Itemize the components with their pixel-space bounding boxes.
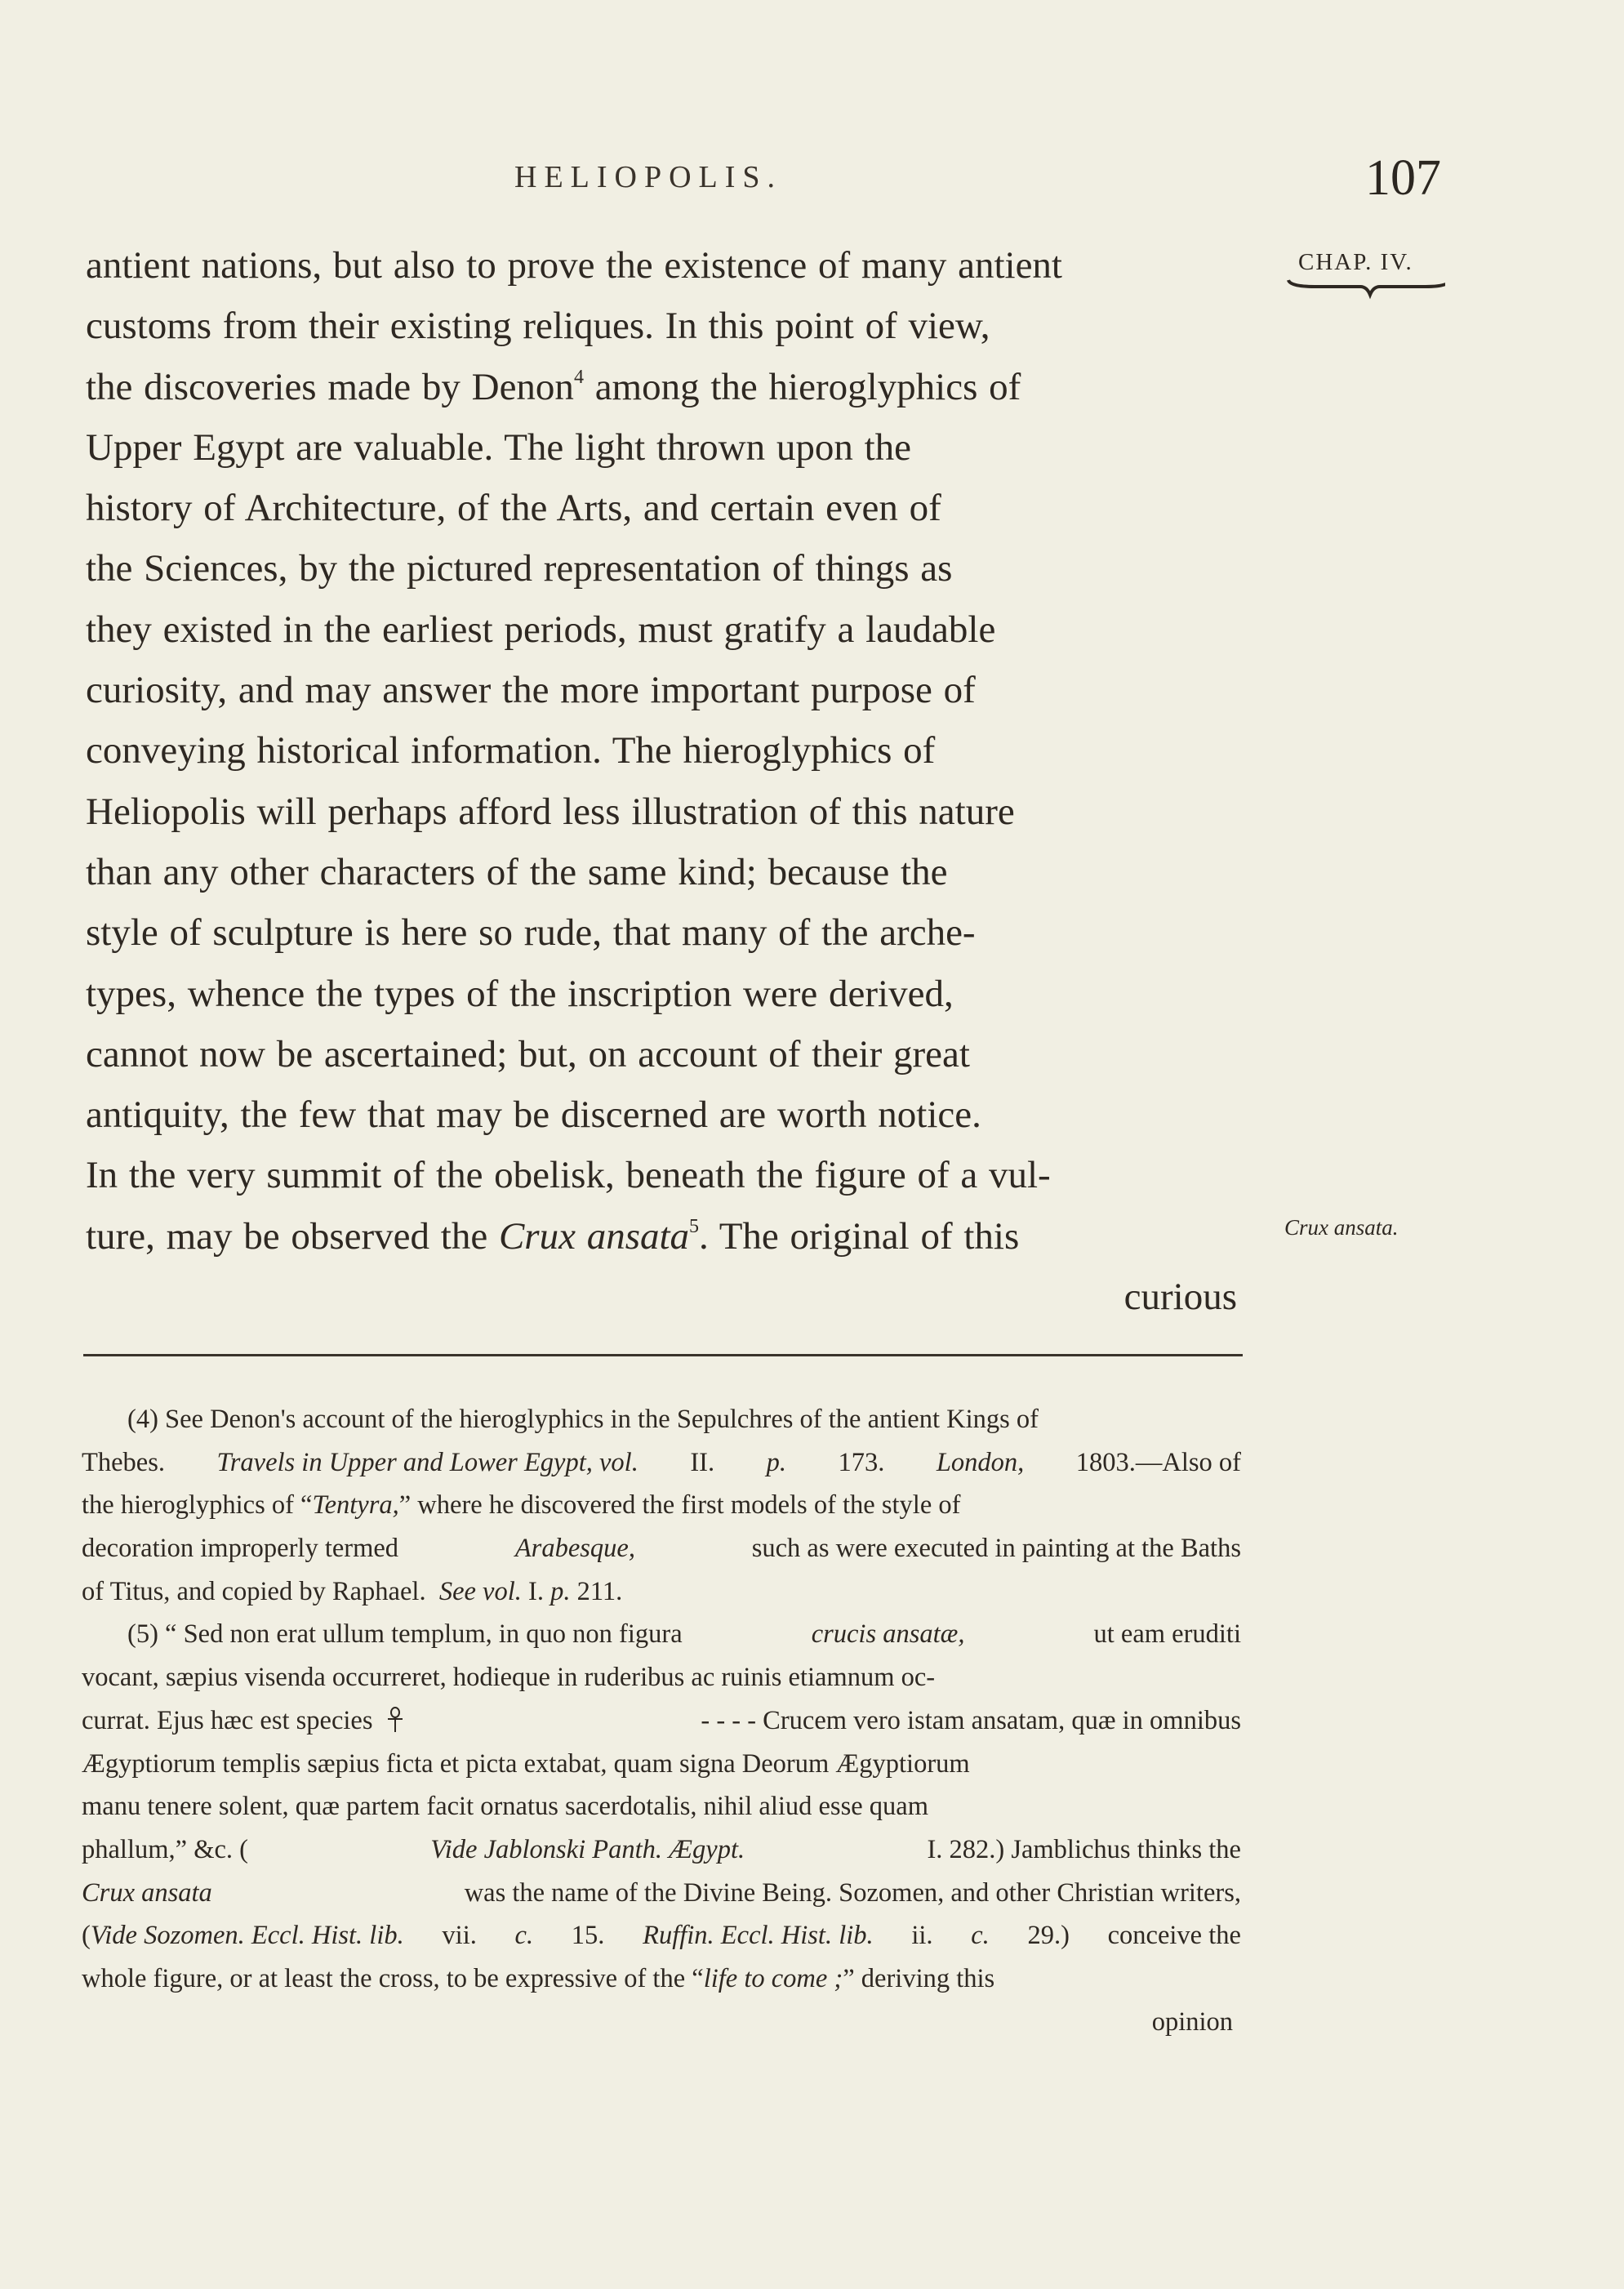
text-line: they existed in the earliest periods, must gratify a laudable	[86, 608, 996, 651]
page-header	[0, 150, 1624, 208]
footnote-line: manu tenere solent, quæ partem facit ornatus sacerdotalis, nihil aliud esse quam	[82, 1792, 928, 1822]
text-line: style of sculpture is here so rude, that many of the arche-	[86, 911, 976, 955]
catchword-line: curious	[1123, 1276, 1237, 1319]
main-text	[86, 235, 1245, 1327]
text-line: curiosity, and may answer the more important purpose of	[86, 669, 976, 712]
footnote-line: Crux ansata was the name of the Divine Being. Sozomen, and other Christian writers,	[82, 1877, 1241, 1908]
running-title: HELIOPOLIS.	[514, 160, 783, 194]
footnote-line: vocant, sæpius visenda occurreret, hodieque in ruderibus ac ruinis etiamnum oc-	[82, 1663, 936, 1693]
footnote-ref: 4	[573, 366, 584, 388]
footnote-line: (5) “ Sed non erat ullum templum, in quo non figura crucis ansatæ, ut eam eruditi	[127, 1619, 1241, 1650]
footnote-line: phallum,” &c. ( Vide Jablonski Panth. Ægypt. I. 282.) Jamblichus thinks the	[82, 1834, 1241, 1864]
footnote-line: currat. Ejus hæc est species - - - - Crucem vero istam ansatam, quæ in omnibus	[82, 1705, 1241, 1735]
footnote-line: (Vide Sozomen. Eccl. Hist. lib. vii. c. 15. Ruffin. Eccl. Hist. lib. ii. c. 29.) conceive the	[82, 1921, 1241, 1951]
text-line: Heliopolis will perhaps afford less illustration of this nature	[86, 790, 1015, 833]
footnote-divider	[83, 1354, 1243, 1356]
text-line: customs from their existing reliques. In this point of view,	[86, 305, 990, 348]
text-line: antient nations, but also to prove the existence of many antient	[86, 244, 1062, 287]
text-line: the discoveries made by Denon4 among the hieroglyphics of	[86, 365, 1021, 408]
margin-chapter-marker	[1298, 249, 1445, 306]
page-number: 107	[1365, 150, 1441, 206]
text-line: conveying historical information. The hieroglyphics of	[86, 729, 936, 773]
footnote-line: decoration improperly termed Arabesque, such as were executed in painting at the Baths	[82, 1534, 1241, 1564]
footnote-line: (4) See Denon's account of the hieroglyphics in the Sepulchres of the antient Kings of	[127, 1405, 1039, 1434]
catchword-line: opinion	[1151, 2006, 1233, 2037]
text-line: antiquity, the few that may be discerned are worth notice.	[86, 1093, 981, 1137]
margin-note: Crux ansata.	[1284, 1215, 1399, 1240]
text-line: than any other characters of the same kind; because the	[86, 850, 948, 893]
brace-ornament-icon	[1282, 275, 1445, 300]
text-line: types, whence the types of the inscription were derived,	[86, 972, 954, 1015]
text-line: history of Architecture, of the Arts, and certain even of	[86, 487, 941, 530]
text-line: cannot now be ascertained; but, on account of their great	[86, 1032, 970, 1075]
footnote-line: of Titus, and copied by Raphael. See vol. I. p. 211.	[82, 1576, 623, 1606]
text-line: the Sciences, by the pictured representation of things as	[86, 547, 953, 590]
footnotes	[82, 1398, 1241, 2043]
chapter-label: CHAP. IV.	[1298, 249, 1413, 275]
text-line: Upper Egypt are valuable. The light thrown upon the	[86, 425, 912, 469]
footnote-line: Ægyptiorum templis sæpius ficta et picta extabat, quam signa Deorum Ægyptiorum	[82, 1748, 970, 1779]
footnote-line: whole figure, or at least the cross, to be expressive of the “life to come ;” deriving this	[82, 1963, 995, 1993]
ankh-icon	[386, 1706, 404, 1734]
footnote-line: the hieroglyphics of “Tentyra,” where he discovered the first models of the style of	[82, 1490, 961, 1521]
text-line: In the very summit of the obelisk, beneath the figure of a vul-	[86, 1154, 1051, 1197]
footnote-line: Thebes. Travels in Upper and Lower Egypt, vol. II. p. 173. London, 1803.—Also of	[82, 1447, 1241, 1477]
text-line: ture, may be observed the Crux ansata5. The original of this	[86, 1214, 1020, 1258]
footnote-ref: 5	[689, 1215, 700, 1237]
